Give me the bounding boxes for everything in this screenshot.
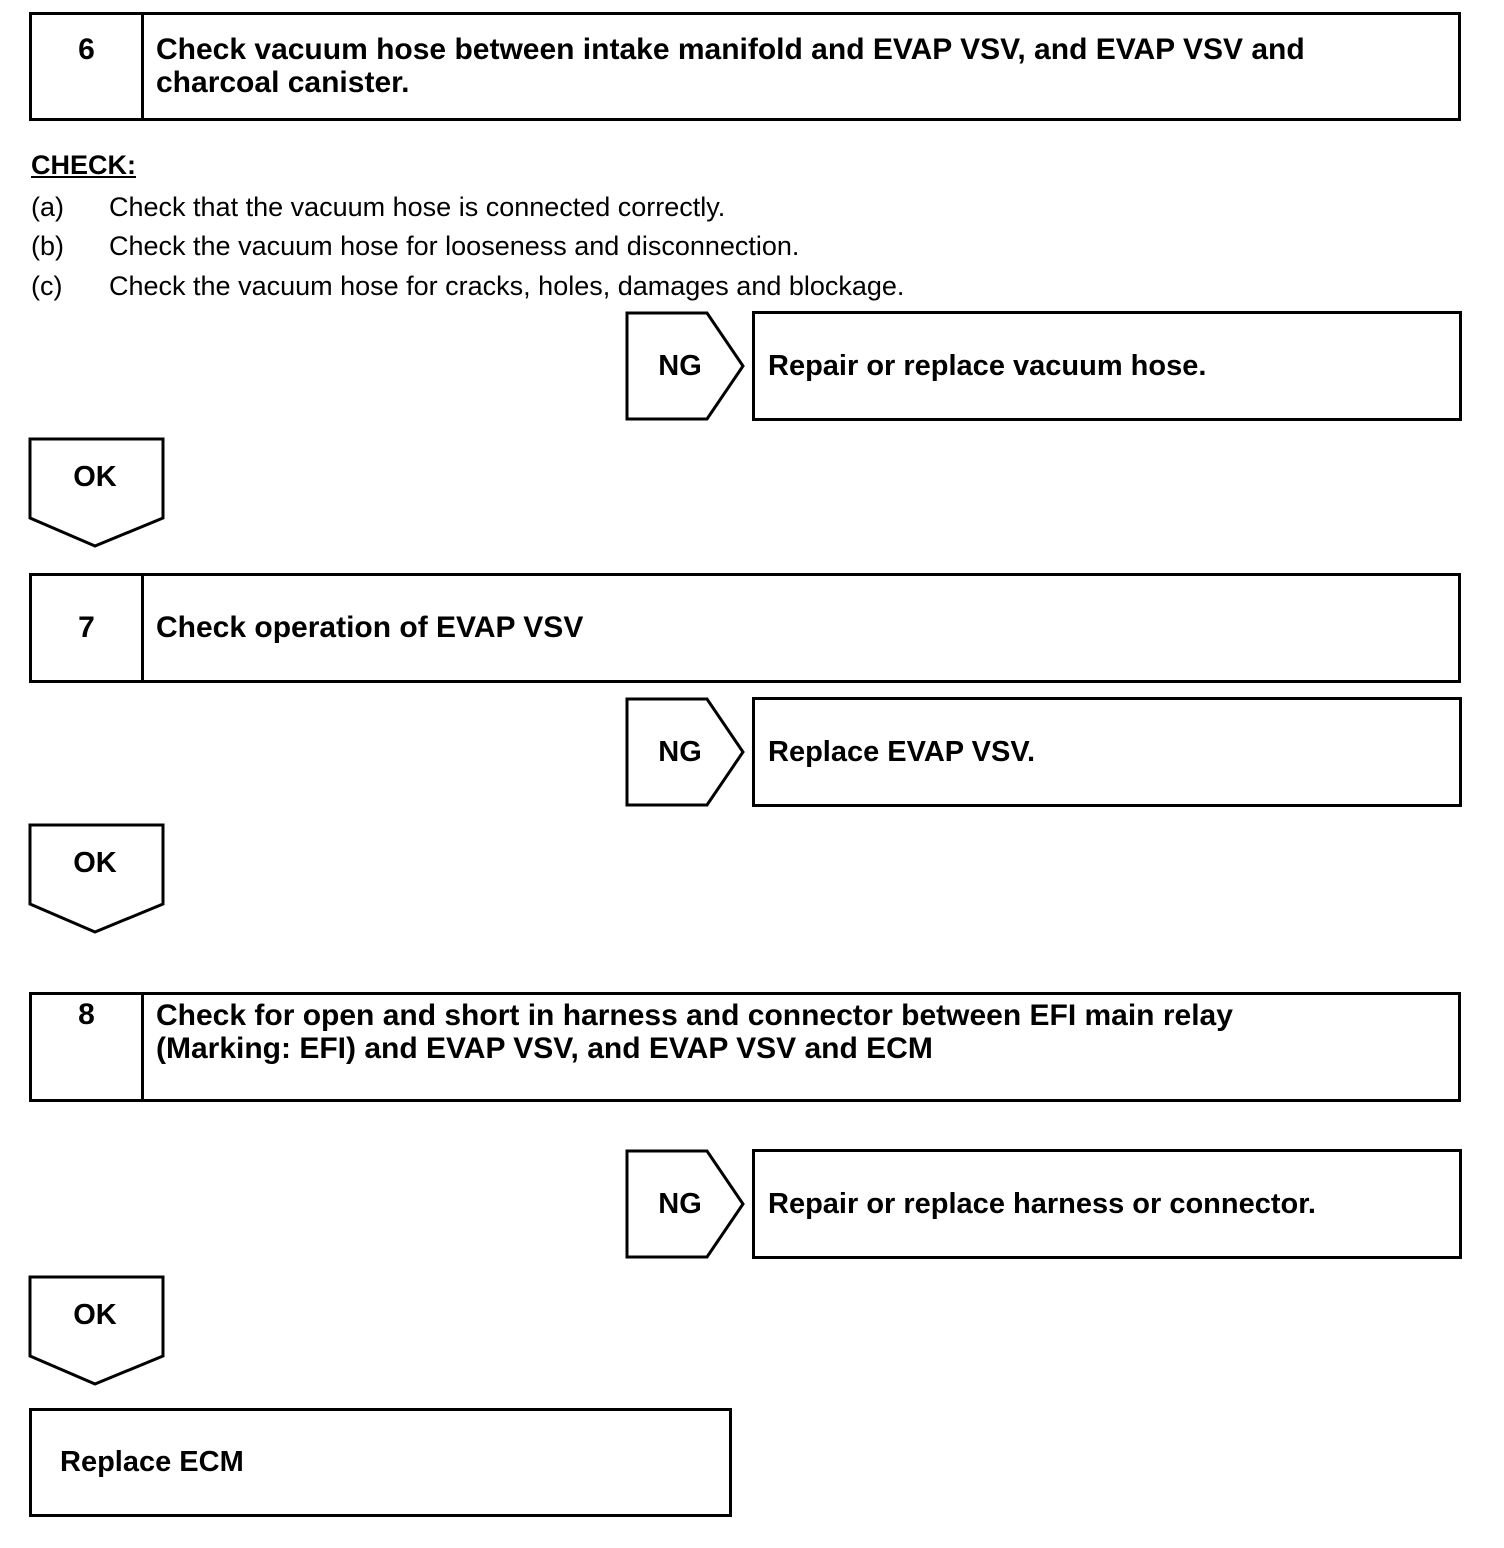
check-item-a-text: Check that the vacuum hose is connected correctly. <box>109 192 726 222</box>
step-8-title-line-2: (Marking: EFI) and EVAP VSV, and EVAP VSV and ECM <box>156 1032 933 1065</box>
step-6-title <box>144 15 1458 118</box>
step-8-number: 8 <box>32 995 144 1099</box>
check-item-c <box>31 271 904 302</box>
ng-action-1: Repair or replace vacuum hose. <box>752 311 1462 421</box>
ng-arrow-1 <box>625 311 747 421</box>
ok-arrow-3-label: OK <box>73 1299 117 1331</box>
ok-arrow-2-label: OK <box>73 847 117 879</box>
check-item-a-letter: (a) <box>31 192 64 222</box>
check-heading: CHECK: <box>31 150 136 180</box>
ng-action-2: Replace EVAP VSV. <box>752 697 1462 807</box>
check-item-b-letter: (b) <box>31 231 64 261</box>
step-7-title <box>144 576 1458 680</box>
check-item-c-text: Check the vacuum hose for cracks, holes, damages and blockage. <box>109 271 905 301</box>
ok-arrow-1 <box>28 437 166 549</box>
step-8-box <box>29 992 1461 1102</box>
step-7-title-line-1: Check operation of EVAP VSV <box>156 611 584 644</box>
step-6-title-line-2: charcoal canister. <box>156 66 410 99</box>
step-8-title <box>144 995 1458 1099</box>
check-item-a <box>31 192 725 223</box>
ng-arrow-2 <box>625 697 747 807</box>
check-item-b-text: Check the vacuum hose for looseness and disconnection. <box>109 231 800 261</box>
step-6-number: 6 <box>32 15 144 118</box>
step-6-box <box>29 12 1461 121</box>
ng-arrow-1-label: NG <box>658 350 702 382</box>
ok-arrow-3 <box>28 1275 166 1387</box>
step-6-title-line-1: Check vacuum hose between intake manifold and EVAP VSV, and EVAP VSV and <box>156 33 1305 66</box>
ng-arrow-2-label: NG <box>658 736 702 768</box>
check-item-c-letter: (c) <box>31 271 63 301</box>
step-7-number: 7 <box>32 576 144 680</box>
ok-arrow-1-label: OK <box>73 461 117 493</box>
ng-arrow-3 <box>625 1149 747 1259</box>
ng-arrow-3-label: NG <box>658 1188 702 1220</box>
step-8-title-line-1: Check for open and short in harness and connector between EFI main relay <box>156 999 1233 1032</box>
ok-arrow-2 <box>28 823 166 935</box>
step-7-box <box>29 573 1461 683</box>
ng-action-3: Repair or replace harness or connector. <box>752 1149 1462 1259</box>
final-action-box: Replace ECM <box>29 1408 732 1517</box>
check-item-b <box>31 231 799 262</box>
